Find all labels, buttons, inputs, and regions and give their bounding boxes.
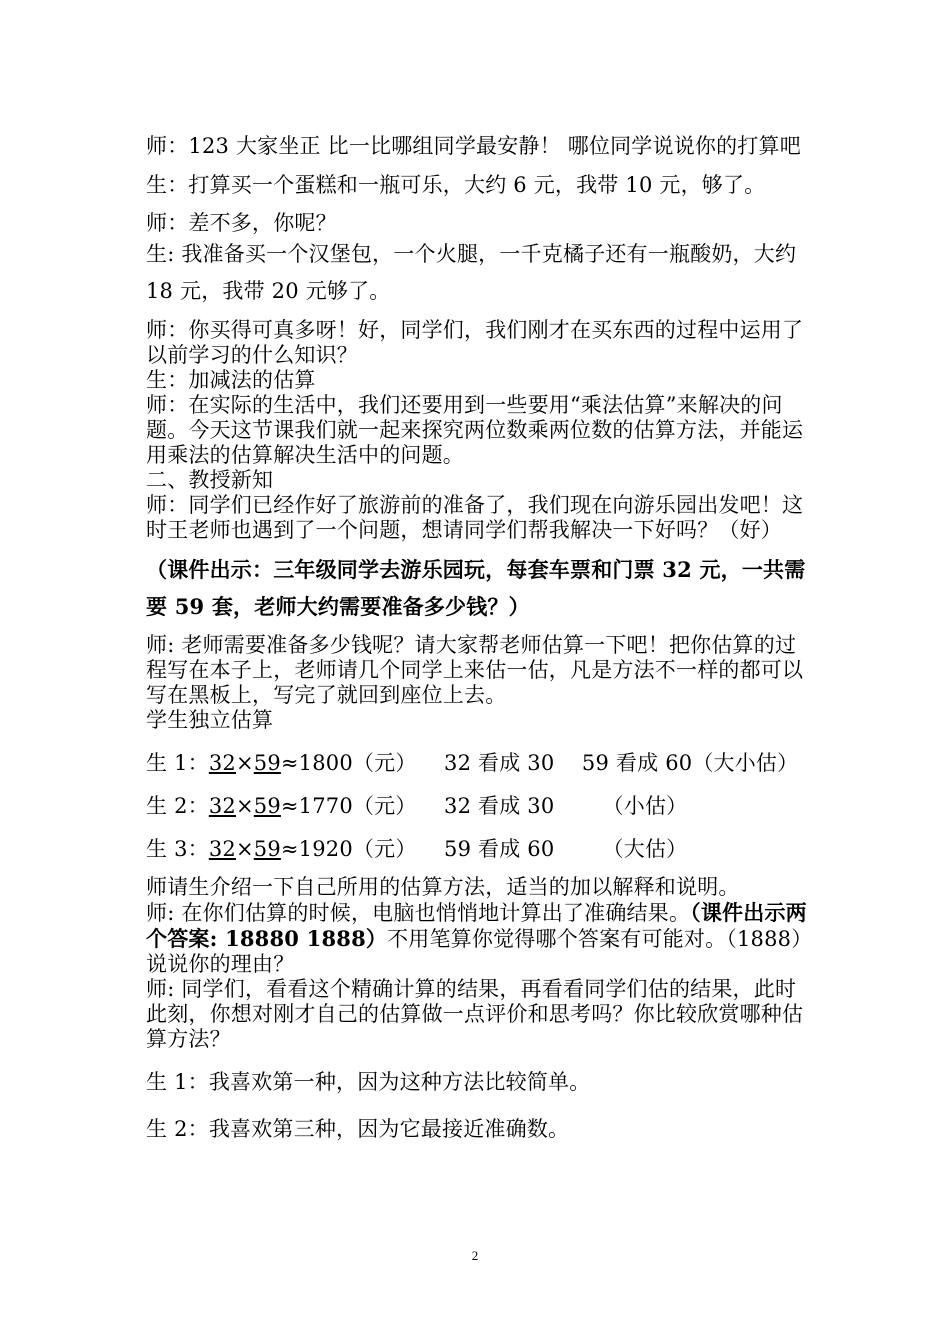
paragraph-teacher-intro: 师：123 大家坐正 比一比哪组同学最安静！ 哪位同学说说你的打算吧 [146, 134, 801, 158]
paragraph-teacher-reflection: 师: 同学们，看看这个精确计算的结果，再看看同学们估的结果，此时此刻，你想对刚才自己的估算做一点评价和思考吗？你比较欣赏哪种估算方法？ [146, 977, 804, 1051]
paragraph-teacher-computer-result: 师: 在你们估算的时候，电脑也悄悄地计算出了准确结果。（课件出示两个答案: 18880 1888）不用笔算你觉得哪个答案有可能对。（1888）说说你的理由？ [146, 900, 807, 976]
page-number: 2 [471, 1248, 479, 1263]
section-heading-new-knowledge: 二、教授新知 [146, 468, 274, 492]
estimate-line-2: 生 2：32×59≈1770（元） 32 看成 30 （小估） [146, 794, 688, 818]
paragraph-student-1-prefers: 生 1：我喜欢第一种，因为这种方法比较简单。 [146, 1070, 591, 1094]
paragraph-teacher-explain: 师请生介绍一下自己所用的估算方法，适当的加以解释和说明。 [146, 875, 740, 899]
paragraph-student-cake: 生：打算买一个蛋糕和一瓶可乐，大约 6 元，我带 10 元，够了。 [146, 173, 766, 197]
paragraph-student-2-prefers: 生 2：我喜欢第三种，因为它最接近准确数。 [146, 1117, 570, 1141]
estimate-line-1: 生 1：32×59≈1800（元） 32 看成 30 59 看成 60（大小估） [146, 751, 799, 775]
paragraph-teacher-knowledge: 师：你买得可真多呀！好，同学们，我们刚才在买东西的过程中运用了以前学习的什么知识？ [146, 318, 804, 367]
paragraph-courseware-problem: （课件出示：三年级同学去游乐园玩，每套车票和门票 32 元，一共需要 59 套，老师大约需要准备多少钱？） [146, 557, 806, 619]
paragraph-teacher-you: 师：差不多，你呢？ [146, 211, 337, 235]
paragraph-students-estimate: 学生独立估算 [146, 708, 274, 732]
estimate-line-3: 生 3：32×59≈1920（元） 59 看成 60 （大估） [146, 837, 688, 861]
paragraph-teacher-estimate: 师: 老师需要准备多少钱呢？请大家帮老师估算一下吧！把你估算的过程写在本子上，老师请几个同学上来估一估，凡是方法不一样的都可以写在黑板上，写完了就回到座位上去。 [146, 633, 804, 707]
paragraph-teacher-multiplication: 师：在实际的生活中，我们还要用到一些要用“乘法估算”来解决的问题。今天这节课我们就一起来探究两位数乘两位数的估算方法，并能运用乘法的估算解决生活中的问题。 [146, 393, 804, 467]
paragraph-teacher-trip: 师：同学们已经作好了旅游前的准备了，我们现在向游乐园出发吧！这时王老师也遇到了一个问题，想请同学们帮我解决一下好吗？（好） [146, 493, 804, 542]
document-body [146, 128, 810, 1142]
paragraph-student-hamburger: 生: 我准备买一个汉堡包，一个火腿，一千克橘子还有一瓶酸奶，大约 18 元，我带 20 元够了。 [146, 242, 797, 303]
paragraph-student-addsub: 生：加减法的估算 [146, 368, 316, 392]
